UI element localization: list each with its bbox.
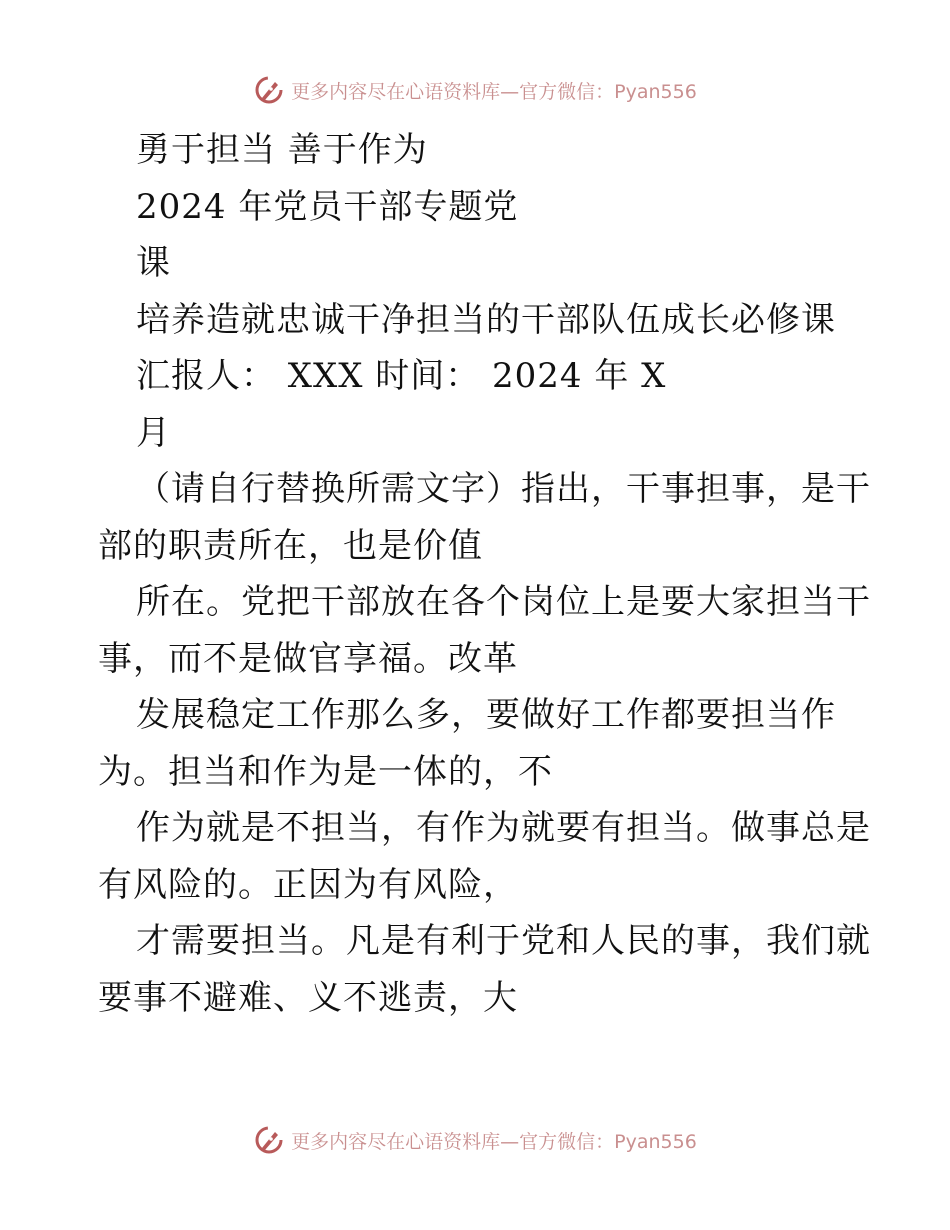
document-body [98, 122, 871, 1026]
doc-reporter-line-1: 汇报人： XXX 时间： 2024 年 X [136, 356, 667, 396]
paragraph-line: 所在。党把干部放在各个岗位上是要大家担当干 [136, 582, 871, 622]
pen-nib-logo-icon [253, 1124, 285, 1156]
header-watermark-text: 更多内容尽在心语资料库—官方微信：Pyan556 [291, 80, 697, 103]
paragraph-line: 部的职责所在，也是价值 [98, 525, 483, 566]
paragraph-line: 发展稳定工作那么多，要做好工作都要担当作 [136, 695, 836, 735]
paragraph-line: 才需要担当。凡是有利于党和人民的事，我们就 [136, 921, 871, 961]
footer-watermark-text: 更多内容尽在心语资料库—官方微信：Pyan556 [291, 1130, 697, 1153]
header-watermark [0, 70, 950, 110]
pen-nib-logo-icon [253, 74, 285, 106]
doc-title: 勇于担当 善于作为 [136, 130, 428, 170]
paragraph-line: 事，而不是做官享福。改革 [98, 638, 518, 679]
paragraph-line: 要事不避难、义不逃责，大 [98, 977, 518, 1018]
doc-tagline: 培养造就忠诚干净担当的干部队伍成长必修课 [136, 299, 836, 340]
doc-subtitle-line-1: 2024 年党员干部专题党 [136, 186, 519, 227]
paragraph-line: 有风险的。正因为有风险， [98, 864, 518, 905]
doc-subtitle-line-2: 课 [136, 243, 171, 283]
paragraph-line: 为。担当和作为是一体的，不 [98, 751, 553, 792]
paragraph-line: 作为就是不担当，有作为就要有担当。做事总是 [136, 808, 871, 848]
paragraph-line: （请自行替换所需文字）指出，干事担事，是干 [136, 469, 871, 509]
doc-reporter-line-2: 月 [136, 412, 171, 453]
footer-watermark [0, 1120, 950, 1160]
